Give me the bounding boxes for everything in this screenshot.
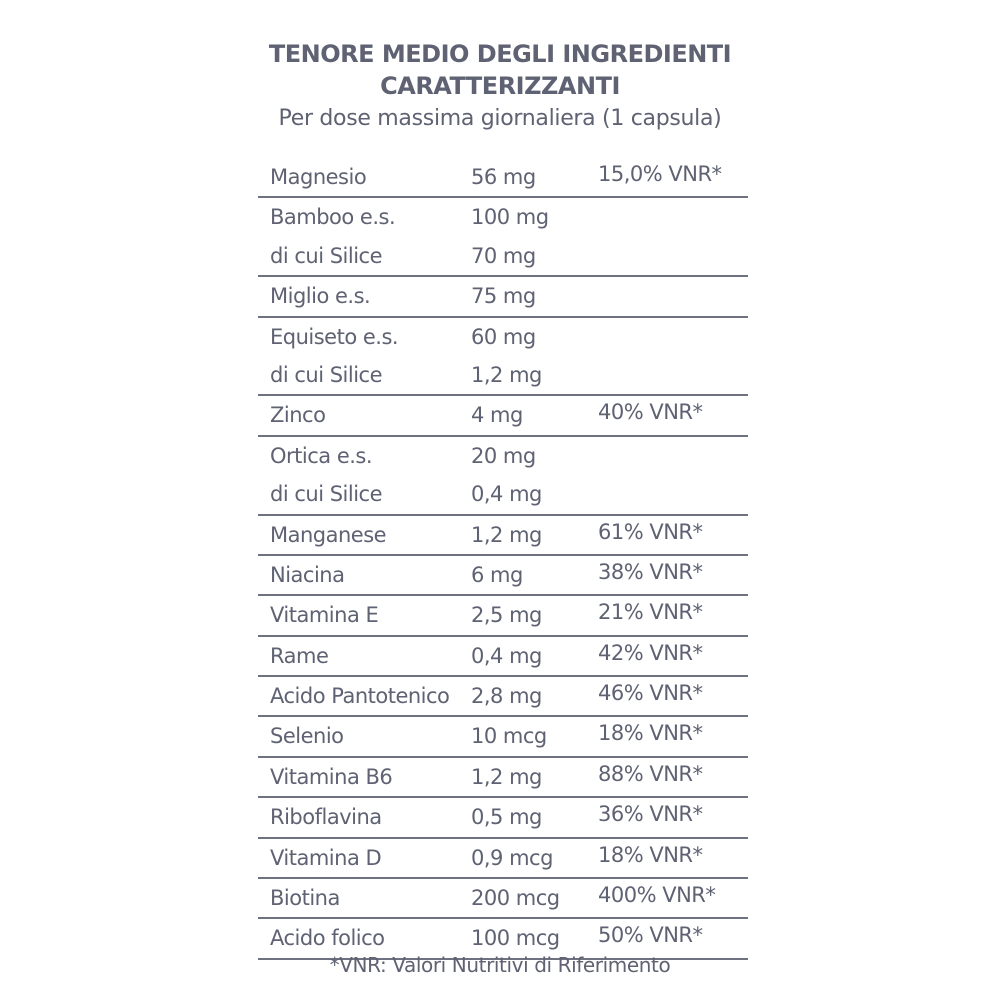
ingredient-name: di cui Silice	[270, 243, 383, 268]
ingredient-name: Equiseto e.s.	[270, 324, 399, 349]
ingredient-quantity: 60 mg	[471, 324, 536, 349]
ingredient-quantity: 100 mcg	[471, 926, 560, 951]
ingredient-name: Niacina	[270, 562, 345, 587]
ingredient-row	[258, 516, 748, 554]
ingredient-vnr: 88% VNR*	[598, 761, 703, 786]
ingredient-vnr: 61% VNR*	[598, 519, 703, 544]
ingredients-table	[258, 158, 748, 960]
ingredient-row	[258, 677, 748, 715]
ingredient-group	[258, 798, 748, 838]
table-header	[0, 38, 1000, 136]
ingredient-vnr: 15,0% VNR*	[598, 162, 722, 186]
ingredient-row	[258, 318, 748, 356]
ingredient-name: Vitamina B6	[270, 764, 393, 789]
ingredient-name: Vitamina E	[270, 603, 379, 628]
ingredient-group	[258, 637, 748, 677]
ingredient-group	[258, 198, 748, 277]
ingredient-quantity: 0,5 mg	[471, 805, 542, 830]
ingredient-quantity: 2,5 mg	[471, 603, 542, 628]
ingredient-quantity: 70 mg	[471, 243, 536, 268]
ingredient-quantity: 0,4 mg	[471, 643, 542, 668]
ingredient-row	[258, 198, 748, 236]
ingredient-quantity: 0,4 mg	[471, 482, 542, 507]
ingredient-quantity: 1,2 mg	[471, 362, 542, 387]
ingredient-row	[258, 798, 748, 836]
footnote: *VNR: Valori Nutritivi di Riferimento	[329, 953, 671, 977]
ingredient-name: Acido folico	[270, 926, 385, 951]
ingredient-vnr: 18% VNR*	[598, 721, 703, 746]
ingredient-row	[258, 158, 748, 196]
ingredient-row	[258, 437, 748, 475]
ingredient-vnr: 40% VNR*	[598, 400, 703, 425]
ingredient-name: Ortica e.s.	[270, 443, 373, 468]
ingredient-quantity: 1,2 mg	[471, 764, 542, 789]
ingredient-name: di cui Silice	[270, 482, 383, 507]
ingredient-quantity: 75 mg	[471, 284, 536, 309]
ingredient-row	[258, 237, 748, 275]
ingredient-group	[258, 516, 748, 556]
ingredient-group	[258, 277, 748, 317]
ingredient-group	[258, 677, 748, 717]
ingredient-group	[258, 396, 748, 436]
ingredient-name: Rame	[270, 643, 329, 668]
ingredient-vnr: 36% VNR*	[598, 802, 703, 827]
ingredient-quantity: 2,8 mg	[471, 684, 542, 709]
ingredient-name: Vitamina D	[270, 845, 382, 870]
ingredient-row	[258, 717, 748, 755]
ingredient-name: Acido Pantotenico	[270, 684, 450, 709]
ingredient-group	[258, 717, 748, 757]
ingredient-row	[258, 758, 748, 796]
ingredient-name: Magnesio	[270, 165, 367, 189]
ingredient-vnr: 18% VNR*	[598, 842, 703, 867]
ingredient-vnr: 46% VNR*	[598, 681, 703, 706]
ingredient-quantity: 20 mg	[471, 443, 536, 468]
subtitle: Per dose massima giornaliera (1 capsula)	[278, 106, 722, 131]
ingredient-row	[258, 556, 748, 594]
ingredient-quantity: 100 mg	[471, 205, 549, 230]
ingredient-group	[258, 758, 748, 798]
ingredient-quantity: 200 mcg	[471, 886, 560, 911]
ingredient-name: Selenio	[270, 724, 344, 749]
ingredient-row	[258, 277, 748, 315]
ingredient-vnr: 50% VNR*	[598, 923, 703, 948]
ingredient-group	[258, 879, 748, 919]
title-line-1: TENORE MEDIO DEGLI INGREDIENTI	[268, 40, 732, 68]
ingredient-name: Riboflavina	[270, 805, 382, 830]
title-line-2: CARATTERIZZANTI	[380, 72, 620, 100]
ingredient-row	[258, 637, 748, 675]
ingredient-name: Zinco	[270, 403, 326, 428]
ingredient-row	[258, 879, 748, 917]
ingredient-group	[258, 437, 748, 516]
ingredient-group	[258, 839, 748, 879]
ingredient-name: Miglio e.s.	[270, 284, 371, 309]
ingredient-quantity: 6 mg	[471, 562, 523, 587]
ingredient-vnr: 38% VNR*	[598, 559, 703, 584]
ingredient-row	[258, 475, 748, 513]
ingredient-group	[258, 556, 748, 596]
ingredient-group	[258, 158, 748, 198]
ingredient-quantity: 1,2 mg	[471, 522, 542, 547]
ingredient-vnr: 21% VNR*	[598, 600, 703, 625]
ingredient-name: Biotina	[270, 886, 340, 911]
ingredient-name: Bamboo e.s.	[270, 205, 396, 230]
ingredient-row	[258, 396, 748, 434]
ingredient-vnr: 42% VNR*	[598, 640, 703, 665]
ingredient-group	[258, 318, 748, 397]
ingredient-group	[258, 596, 748, 636]
ingredient-quantity: 10 mcg	[471, 724, 547, 749]
ingredient-name: di cui Silice	[270, 362, 383, 387]
ingredient-quantity: 56 mg	[471, 165, 536, 189]
ingredient-name: Manganese	[270, 522, 387, 547]
ingredient-row	[258, 356, 748, 394]
ingredient-vnr: 400% VNR*	[598, 883, 716, 908]
ingredient-quantity: 4 mg	[471, 403, 523, 428]
ingredient-quantity: 0,9 mcg	[471, 845, 553, 870]
ingredient-row	[258, 596, 748, 634]
ingredient-row	[258, 839, 748, 877]
